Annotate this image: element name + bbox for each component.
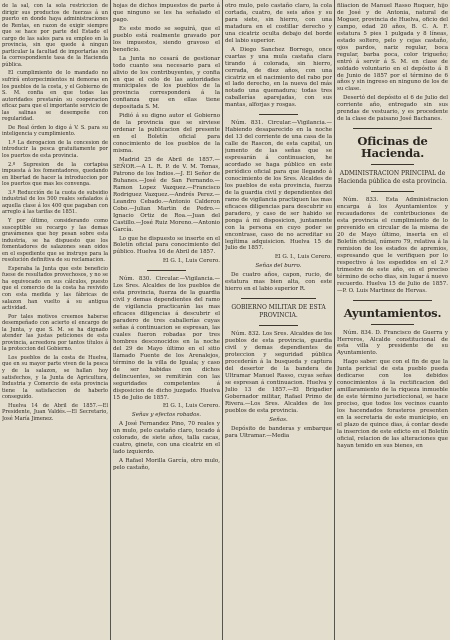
paragraph: Huelva 14 de Abril de 1857.—El Presidente, Juan Valdés.—El Secretario, José María Jimenez. (2, 402, 108, 422)
paragraph: Pidió á su digno autor el Gobierno de la provincia que se sirviese ordenar la publicacion del presente en el Boletín oficial para conocimiento de los pueblos de la misma. (113, 113, 220, 155)
paragraph: 2.º Supresion de la cortapisa impuesta á los fomentadores, quedando en libertad de hacer la introduccion por los puertos que mas les convenga. (2, 161, 108, 188)
paragraph: El cumplimiento de lo mandado no sufrirá entorpecimientos ni demoras en los pueblos de la costa, y el Gobierno de S. M. confia en que todas las autoridades prestarán su cooperacion eficaz para que el importante servicio de las salinas se desempeñe con regularidad. (2, 70, 108, 123)
divider (371, 324, 414, 325)
column-3 (225, 0, 332, 640)
divider (259, 114, 298, 115)
paragraph: Desertó del depósito el 6 de Julio del corriente año, entregado sin sus prendas de vestuario, y es procedente de la clase de paisano José Bachanes. (337, 95, 448, 123)
signature: El G. I., Luis Cerero. (274, 254, 332, 261)
column-2 (113, 0, 220, 640)
column-1 (2, 0, 108, 640)
paragraph: de la sal, con la sola restriccion de dirigir sus productos de fuerzas á un puerto en donde haya administraciones de Rentas, en razon de exigir siempre que se hace por parte del Estado el cargo de las sales para su empleo en la provincia, sin que quede á ningun particular la facultad de importarlas sin la correspondiente tasa de la Hacienda pública. (2, 3, 108, 68)
divider (353, 300, 432, 301)
paragraph: A José Fernandez Pino, 70 reales y un mulo, pelo castaño claro, tocado á colorado, de siete años, talla cacas, cuatro, ginete, con una cicatriz en el lado izquierdo. (113, 421, 220, 456)
section-subtitle: ADMINISTRACION PRINCIPAL de Hacienda pública de esta provincia. (337, 170, 448, 186)
paragraph: A Rafael Morilla García, otro mulo, pelo castaño, (113, 458, 220, 472)
paragraph: 3.º Reducción de la cuota de subsidio industrial de los 500 reales señalados á aquella clase á los 400 que pagaban con arreglo á las tarifas de 1851. (2, 189, 108, 216)
subheading: Señas y efectos robados. (131, 412, 202, 419)
paragraph: 1.º La derogacion de la concesion de introducir la pesca gratuitamente por los puertos de esta provincia. (2, 139, 108, 160)
paragraph: otro mulo, pelo castaño claro, la cola cortada, cuatro, de seis años y su para siete, sin hierro, con una matadura en el costillar derecho y una cicatriz oculta debajo del borde del labio superior. (225, 3, 332, 44)
divider (147, 270, 186, 271)
paragraph: Es este modo se seguirá, que el pueblo está realmente gravado por los impuestos, siendo gravoso el beneficio. (113, 25, 220, 53)
column-rule (110, 0, 111, 640)
section-title: GOBIERNO MILITAR DE ESTA PROVINCIA. (231, 304, 326, 320)
divider (371, 164, 414, 165)
column-rule (334, 0, 335, 640)
paragraph: Núm. 833. Esta Administracion encarga á los Ayuntamientos y recaudadores de contribuciones de esta provincia el cumplimiento de lo prevenido en circular de la misma de 20 de Mayo último, inserta en el Boletín oficial, número 79, relativa á la remision de los estados de apremios, espresando que le verifiquen por lo respectivo á los espedidos en el 2.º trimestre de este año, en el preciso término de ocho dias, sin lugar á nuevo recuerdo. Huelva 15 de Julio de 1857.—P. O. Luis Martinez de Hervas. (337, 197, 448, 294)
paragraph: A Diego Sanchez Borrego, once cuartas y una mula castaña clara tirando á colorada, sin hierro, cerrada, de diez años, con una cicatriz en el nacimiento del rabo por el lado derecho, en la nueva del más notado una quemadura; todas tres caballerías aparejadas, con sus mantas, alforjas y rosgas. (225, 46, 332, 109)
column-4 (337, 0, 448, 640)
paragraph: Núm. 834. D. Francisco de Guerra y Herreros, Alcalde constitucional de esta villa y presidente de su Ayuntamiento. (337, 329, 448, 357)
column-rule (222, 0, 223, 640)
paragraph: Núm. 831. Circular.—Vigilancia.—Habiendo desaparecido en la noche del 13 del corriente de una casa de la calle de Rascon, de esta capital, un jumento de las señas que se espresarán á continuacion, he acordado se haga público en este periódico oficial para que llegando á conocimiento de los Sres. Alcaldes de los pueblos de esta provincia, fuerza de la guardia civil y dependientes del ramo de vigilancia practiquen las mas eficaces diligencias para descubrir su paradero, y caso de ser habido se ponga á mi disposicion, juntamente con la persona en cuyo poder se encontrase, caso de no acreditar su legítima adquisicion. Huelva 15 de Julio de 1857. (225, 120, 332, 252)
paragraph: Lo que he dispuesto se inserte en el Boletín oficial para conocimiento del público. Huelva 16 de Abril de 1857. (113, 235, 220, 256)
section-heading-hacienda: Oficinas de Hacienda. (357, 134, 428, 161)
section-heading-ayuntamientos: Ayuntamientos. (343, 305, 442, 320)
divider (353, 128, 432, 129)
paragraph: Núm. 832. Los Sres. Alcaldes de los pueblos de esta provincia, guardia civil y demas dependientes de proteccion y seguridad pública procederán á la busqueda y captura del desertor de la bandera de Ultramar Manuel Rasso, cuyas señas se espresan á continuacion. Huelva y Julio 13 de 1857.—El Brigadier Gobernador militar, Rafael Primo de Rivera.—Los Sres. Alcaldes de los pueblos de esta provincia. (225, 331, 332, 414)
subheading: Señas. (269, 416, 288, 423)
paragraph: filiacion de Manuel Rasso Ruquer, hijo de José y de Antonia, natural de Moguer, provincia de Huelva, oficio del campo, edad 20 años, B. C. A. F. estatura 5 pies 1 pulgada y 8 líneas, estado soltero, pelo y cejas castaño, ojos pardos, nariz regular, boca regular, barba poca, color trigueño; entró á servir á S. M. en clase de soldado voluntario en el depósito á 8 de Junio de 1857 por el término de 6 años y sin ingreso en ninguno de los de su clase. (337, 3, 448, 93)
paragraph: La Junta no cesará de gestionar todo cuanto sea necesario para el alivio de los contribuyentes, y confia en que el celo de las autoridades municipales de los pueblos de la provincia corresponderá á la confianza que en ellas tiene depositada S. M. (113, 55, 220, 111)
paragraph: De cuatro años, capon, rucio, de estatura mas bien alta, con este hierro en el labio superior R. (225, 272, 332, 293)
divider (259, 325, 298, 326)
paragraph: Esperaba la Junta que este beneficio fuese de resultados provechosos, y no se ha equivocado en sus cálculos, puesto que el comercio de la costa ha revivido con esta medida y las fábricas de salazon han vuelto á su antigua actividad. (2, 265, 108, 312)
signature: El G. I., Luis Cerero. (162, 258, 220, 265)
paragraph: Hago saber: que con el fin de que la Junta pericial de esta pueblo pueda dedicarse con los debidos conocimientos á la rectificacion del amillaramiento de la riqueza inmueble de este término jurisdiccional, se hace preciso, que todos los vecinos cuanto los hacendados forasteros presenten en la secretaria de este municipio, en el plazo de quince dias, á contar desde la insercion de este edicto en el Boletín oficial, relacion de las alteraciones que hayan tenido en sus bienes, en (337, 359, 448, 449)
signature: El G. I., Luis Cerero. (162, 403, 220, 410)
divider (371, 191, 414, 192)
paragraph: Madrid 25 de Abril de 1857.—SEÑOR.—A L. R. P. de V. M. Tomas, Patrono de los Indios.—J. El Señor de Buhanes.—José de San Fernando.—Ramon Lopez Vazquez.—Francisco Rodriguez Vazquez.—Andrés Perez.—Leandro Cebado.—Antonio Calderon Cobo.—Julian Martin de Pedro.—Ignacio Ortiz de Roa.—Juan del Castillo.—José Ruiz Moreno.—Antonio García. (113, 157, 220, 233)
paragraph: Núm. 830. Circular.—Vigilancia.—Los Sres. Alcaldes de los pueblos de esta provincia, fuerza de la guardia civil y demas dependientes del ramo de vigilancia practicarán las mas eficaces diligencias á descubrir el paradero de tres caballerías cuyas señas á continuacion se espresan, las cuales fueron robadas por tres hombres desconocidos en la noche del 29 de Mayo último en el sitio llamado Fuente de los Arenalejos, término de la villa de Iguala; y caso de ser habidas con dichos delincuentes, se remitirán con las seguridades competentes á disposicion de dicho juzgado. Huelva 15 de Julio de 1857. (113, 276, 220, 401)
subheading: Señas del burro. (255, 263, 302, 270)
paragraph: De Real órden lo digo á V. S. para su inteligencia y cumplimiento. (2, 124, 108, 138)
divider (241, 298, 316, 299)
paragraph: Los pueblos de la costa de Huelva, que en su mayor parte viven de la pesca y de la salazon, se hallan hoy satisfechos, y la Junta de Agricultura, Industria y Comercio de esta provincia tiene la satisfaccion de haberlo conseguido. (2, 354, 108, 401)
paragraph: Y por último, considerando como susceptible su recargo y las demas gravámenes que hoy pesan sobre esta industria, se ha dispuesto que los fomentadores de salazones sean oidos en el espediente que se instruye para la resolución definitiva de su reclamacion. (2, 217, 108, 264)
paragraph: hojas de dichos impuestos de parte á que ninguno se les ha señalado el pago. (113, 3, 220, 23)
paragraph: Depósito de banderas y embarque para Ultramar.—Media (225, 425, 332, 439)
paragraph: Por tales motivos creemos haberse desempeñado con acierto el encargo de la Junta, y que S. M. se ha dignado atender las justas peticiones de esta provincia, acreedora por tantos títulos á la proteccion del Gobierno. (2, 313, 108, 353)
